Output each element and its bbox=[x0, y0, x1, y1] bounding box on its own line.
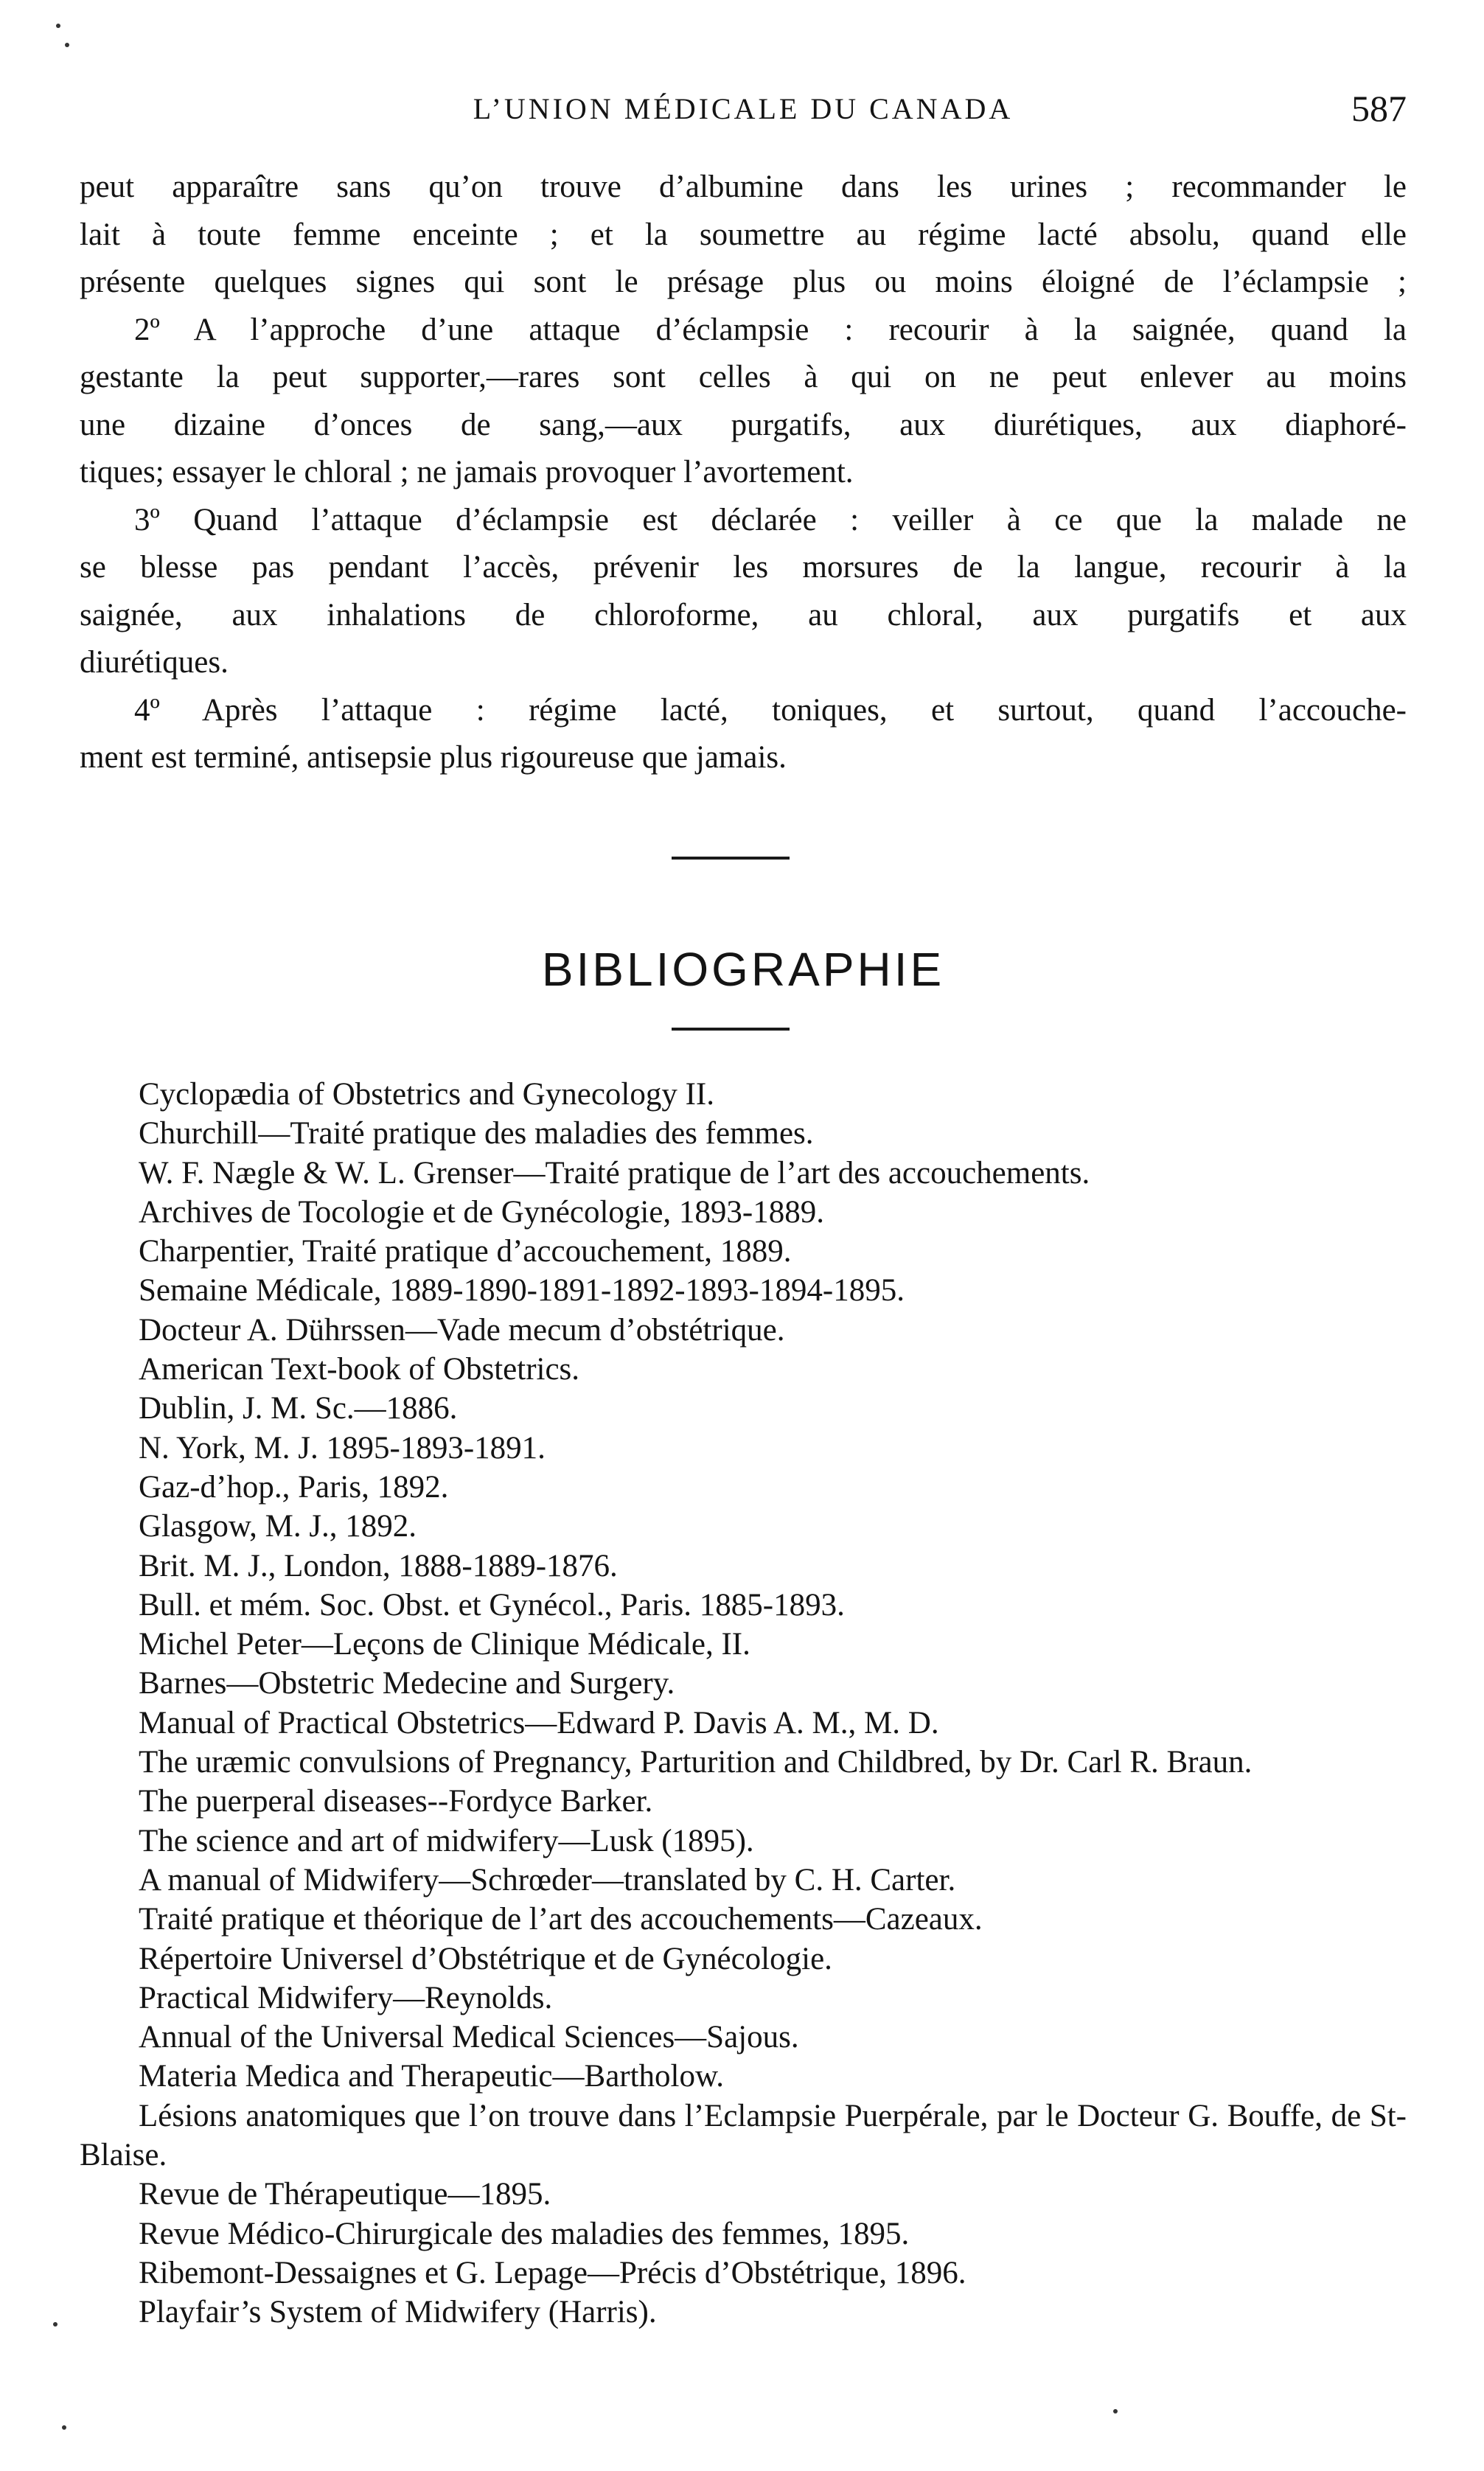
bibliography-entry: A manual of Midwifery—Schrœder—translated by C. H. Carter. bbox=[139, 1862, 956, 1897]
bibliography-entry: Répertoire Universel d’Obstétrique et de Gynécologie. bbox=[139, 1941, 832, 1976]
bibliography-entry: N. York, M. J. 1895-1893-1891. bbox=[139, 1430, 546, 1465]
bibliography-entry: American Text-book of Obstetrics. bbox=[139, 1352, 580, 1387]
bibliography-entry: Bull. et mém. Soc. Obst. et Gynécol., Paris. 1885-1893. bbox=[139, 1587, 845, 1623]
bibliography-entry: Playfair’s System of Midwifery (Harris). bbox=[139, 2295, 657, 2330]
text-line: tiques; essayer le chloral ; ne jamais provoquer l’avortement. bbox=[80, 455, 854, 489]
text-line: 3º Quand l’attaque d’éclampsie est déclarée : veiller à ce que la malade ne bbox=[134, 502, 1407, 537]
paragraph-4 bbox=[80, 687, 1407, 782]
bibliography-entry: Ribemont-Dessaignes et G. Lepage—Précis d’Obstétrique, 1896. bbox=[139, 2255, 966, 2290]
bibliography-entry: Charpentier, Traité pratique d’accouchement, 1889. bbox=[139, 1234, 792, 1269]
text-line: 2º A l’approche d’une attaque d’éclampsie : recourir à la saignée, quand la bbox=[134, 312, 1407, 347]
bibliography-entry: Michel Peter—Leçons de Clinique Médicale, II. bbox=[139, 1627, 750, 1662]
body-text bbox=[80, 164, 1407, 782]
text-line: 4º Après l’attaque : régime lacté, toniques, et surtout, quand l’accouche- bbox=[134, 692, 1407, 728]
bibliography-entry: Practical Midwifery—Reynolds. bbox=[139, 1980, 553, 2015]
running-title: L’UNION MÉDICALE DU CANADA bbox=[473, 92, 1014, 125]
bibliography-entry: Brit. M. J., London, 1888-1889-1876. bbox=[139, 1548, 618, 1583]
bibliography-entry: Materia Medica and Therapeutic—Bartholow. bbox=[139, 2059, 725, 2094]
section-divider-top bbox=[672, 857, 790, 860]
bibliography-entry: The uræmic convulsions of Pregnancy, Parturition and Childbred, by Dr. Carl R. Braun. bbox=[139, 1745, 1253, 1780]
text-line: gestante la peut supporter,—rares sont celles à qui on ne peut enlever au moins bbox=[80, 360, 1407, 394]
text-line: diurétiques. bbox=[80, 645, 229, 680]
bibliography-entry: Revue Médico-Chirurgicale des maladies des femmes, 1895. bbox=[139, 2216, 910, 2251]
bibliography-entry: Annual of the Universal Medical Sciences—Sajous. bbox=[139, 2020, 799, 2055]
bibliography-entry: The puerperal diseases--Fordyce Barker. bbox=[139, 1784, 653, 1819]
bibliography-entry: Dublin, J. M. Sc.—1886. bbox=[139, 1391, 458, 1426]
bibliography-entry: Lésions anatomiques que l’on trouve dans l’Eclampsie Puerpérale, par le Docteur G. Bouffe, de St-Blaise. bbox=[80, 2098, 1407, 2173]
scan-speck bbox=[62, 2425, 66, 2430]
bibliography-list bbox=[80, 1075, 1407, 2332]
scan-speck bbox=[65, 43, 69, 47]
section-divider-bottom bbox=[672, 1028, 790, 1031]
bibliography-entry: Docteur A. Dührssen—Vade mecum d’obstétrique. bbox=[139, 1312, 785, 1348]
bibliography-entry: Revue de Thérapeutique—1895. bbox=[139, 2177, 551, 2212]
bibliography-entry: Cyclopædia of Obstetrics and Gynecology II. bbox=[139, 1077, 714, 1112]
bibliography-entry: Barnes—Obstetric Medecine and Surgery. bbox=[139, 1666, 675, 1701]
running-header bbox=[80, 87, 1407, 131]
text-line: saignée, aux inhalations de chloroforme, au chloral, aux purgatifs et aux bbox=[80, 597, 1407, 632]
text-line: se blesse pas pendant l’accès, prévenir les morsures de la langue, recourir à la bbox=[80, 550, 1407, 585]
bibliography-entry: Gaz-d’hop., Paris, 1892. bbox=[139, 1469, 449, 1505]
text-line: lait à toute femme enceinte ; et la soumettre au régime lacté absolu, quand elle bbox=[80, 217, 1407, 252]
paragraph-2 bbox=[80, 307, 1407, 497]
bibliography-entry: Traité pratique et théorique de l’art des accouchements—Cazeaux. bbox=[139, 1902, 983, 1937]
bibliography-entry: Manual of Practical Obstetrics—Edward P. Davis A. M., M. D. bbox=[139, 1705, 939, 1740]
text-line: ment est terminé, antisepsie plus rigoureuse que jamais. bbox=[80, 740, 787, 775]
bibliography-entry: W. F. Nægle & W. L. Grenser—Traité pratique de l’art des accouchements. bbox=[139, 1155, 1090, 1191]
bibliography-entry: Archives de Tocologie et de Gynécologie, 1893-1889. bbox=[139, 1194, 825, 1230]
page-number: 587 bbox=[1351, 88, 1407, 129]
section-title: BIBLIOGRAPHIE bbox=[541, 943, 945, 997]
bibliography-entry: Churchill—Traité pratique des maladies des femmes. bbox=[139, 1116, 814, 1151]
text-line: peut apparaître sans qu’on trouve d’albumine dans les urines ; recommander le bbox=[80, 170, 1407, 204]
scan-speck bbox=[1113, 2409, 1118, 2414]
scan-speck bbox=[56, 24, 60, 28]
bibliography-entry: Semaine Médicale, 1889-1890-1891-1892-1893-1894-1895. bbox=[139, 1273, 905, 1308]
scan-speck bbox=[53, 2322, 58, 2327]
paragraph-1 bbox=[80, 164, 1407, 307]
paragraph-3 bbox=[80, 497, 1407, 687]
bibliography-entry: The science and art of midwifery—Lusk (1895). bbox=[139, 1823, 754, 1858]
text-line: présente quelques signes qui sont le présage plus ou moins éloigné de l’éclampsie ; bbox=[80, 265, 1407, 299]
bibliography-entry: Glasgow, M. J., 1892. bbox=[139, 1509, 417, 1544]
text-line: une dizaine d’onces de sang,—aux purgatifs, aux diurétiques, aux diaphoré- bbox=[80, 407, 1407, 442]
